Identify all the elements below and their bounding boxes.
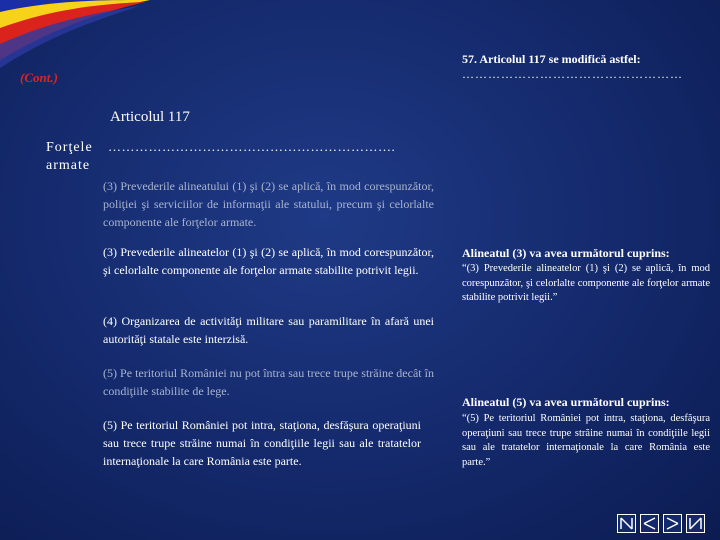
paragraph-5-old: (5) Pe teritoriul României nu pot întra sau trece trupe străine decât în condiţiile stabilite de lege. [103, 366, 434, 398]
paragraph-4: (4) Organizarea de activităţi militare sau paramilitare în afară unei autorităţi statale este interzisă. [103, 314, 434, 346]
alineat-5-heading: Alineatul (5) va avea următorul cuprins: [462, 395, 670, 409]
alineat-3-text: “(3) Prevederile alineatelor (1) şi (2) se aplică, în mod corespunzător, şi celorlalte componente ale forţelor armate stabilite potrivit legii.” [462, 263, 710, 303]
first-slide-icon [619, 516, 634, 531]
flag-swoosh-decoration [0, 0, 150, 70]
amendment-title: 57. Articolul 117 se modifică astfel: [462, 52, 641, 66]
fortele-dots: ………………………………………………………. [108, 139, 396, 154]
article-title: Articolul 117 [110, 109, 190, 125]
paragraph-3-old: (3) Prevederile alineatului (1) şi (2) se aplică, în mod corespunzător, poliţiei şi serviciilor de informaţii ale statului, precum şi celorlalte componente ale forţelor armate. [103, 179, 434, 229]
previous-slide-button[interactable] [640, 514, 659, 533]
paragraph-3-new: (3) Prevederile alineatelor (1) şi (2) se aplică, în mod corespunzător, şi celorlalte componente ale forţelor armate stabilite potrivit legii. [103, 245, 434, 277]
previous-slide-icon [642, 516, 657, 531]
amendment-dots: …………………………………………… [462, 67, 683, 81]
last-slide-icon [688, 516, 703, 531]
first-slide-button[interactable] [617, 514, 636, 533]
last-slide-button[interactable] [686, 514, 705, 533]
next-slide-button[interactable] [663, 514, 682, 533]
cont-label: (Cont.) [20, 70, 58, 85]
next-slide-icon [665, 516, 680, 531]
slide-navigation [617, 514, 705, 533]
alineat-3-heading: Alineatul (3) va avea următorul cuprins: [462, 246, 670, 260]
fortele-armate-label: Forţele armate [46, 140, 93, 173]
paragraph-5-new: (5) Pe teritoriul României pot intra, staţiona, desfăşura operaţiuni sau trece trupe străine numai în condiţiile legii sau ale tratatelor internaţionale la care România este parte. [103, 418, 421, 468]
alineat-5-text: “(5) Pe teritoriul României pot intra, staţiona, desfăşura operaţiuni sau trece trupe străine numai în condiţiile legii sau ale tratatelor internaţionale la care România este parte.” [462, 413, 710, 468]
